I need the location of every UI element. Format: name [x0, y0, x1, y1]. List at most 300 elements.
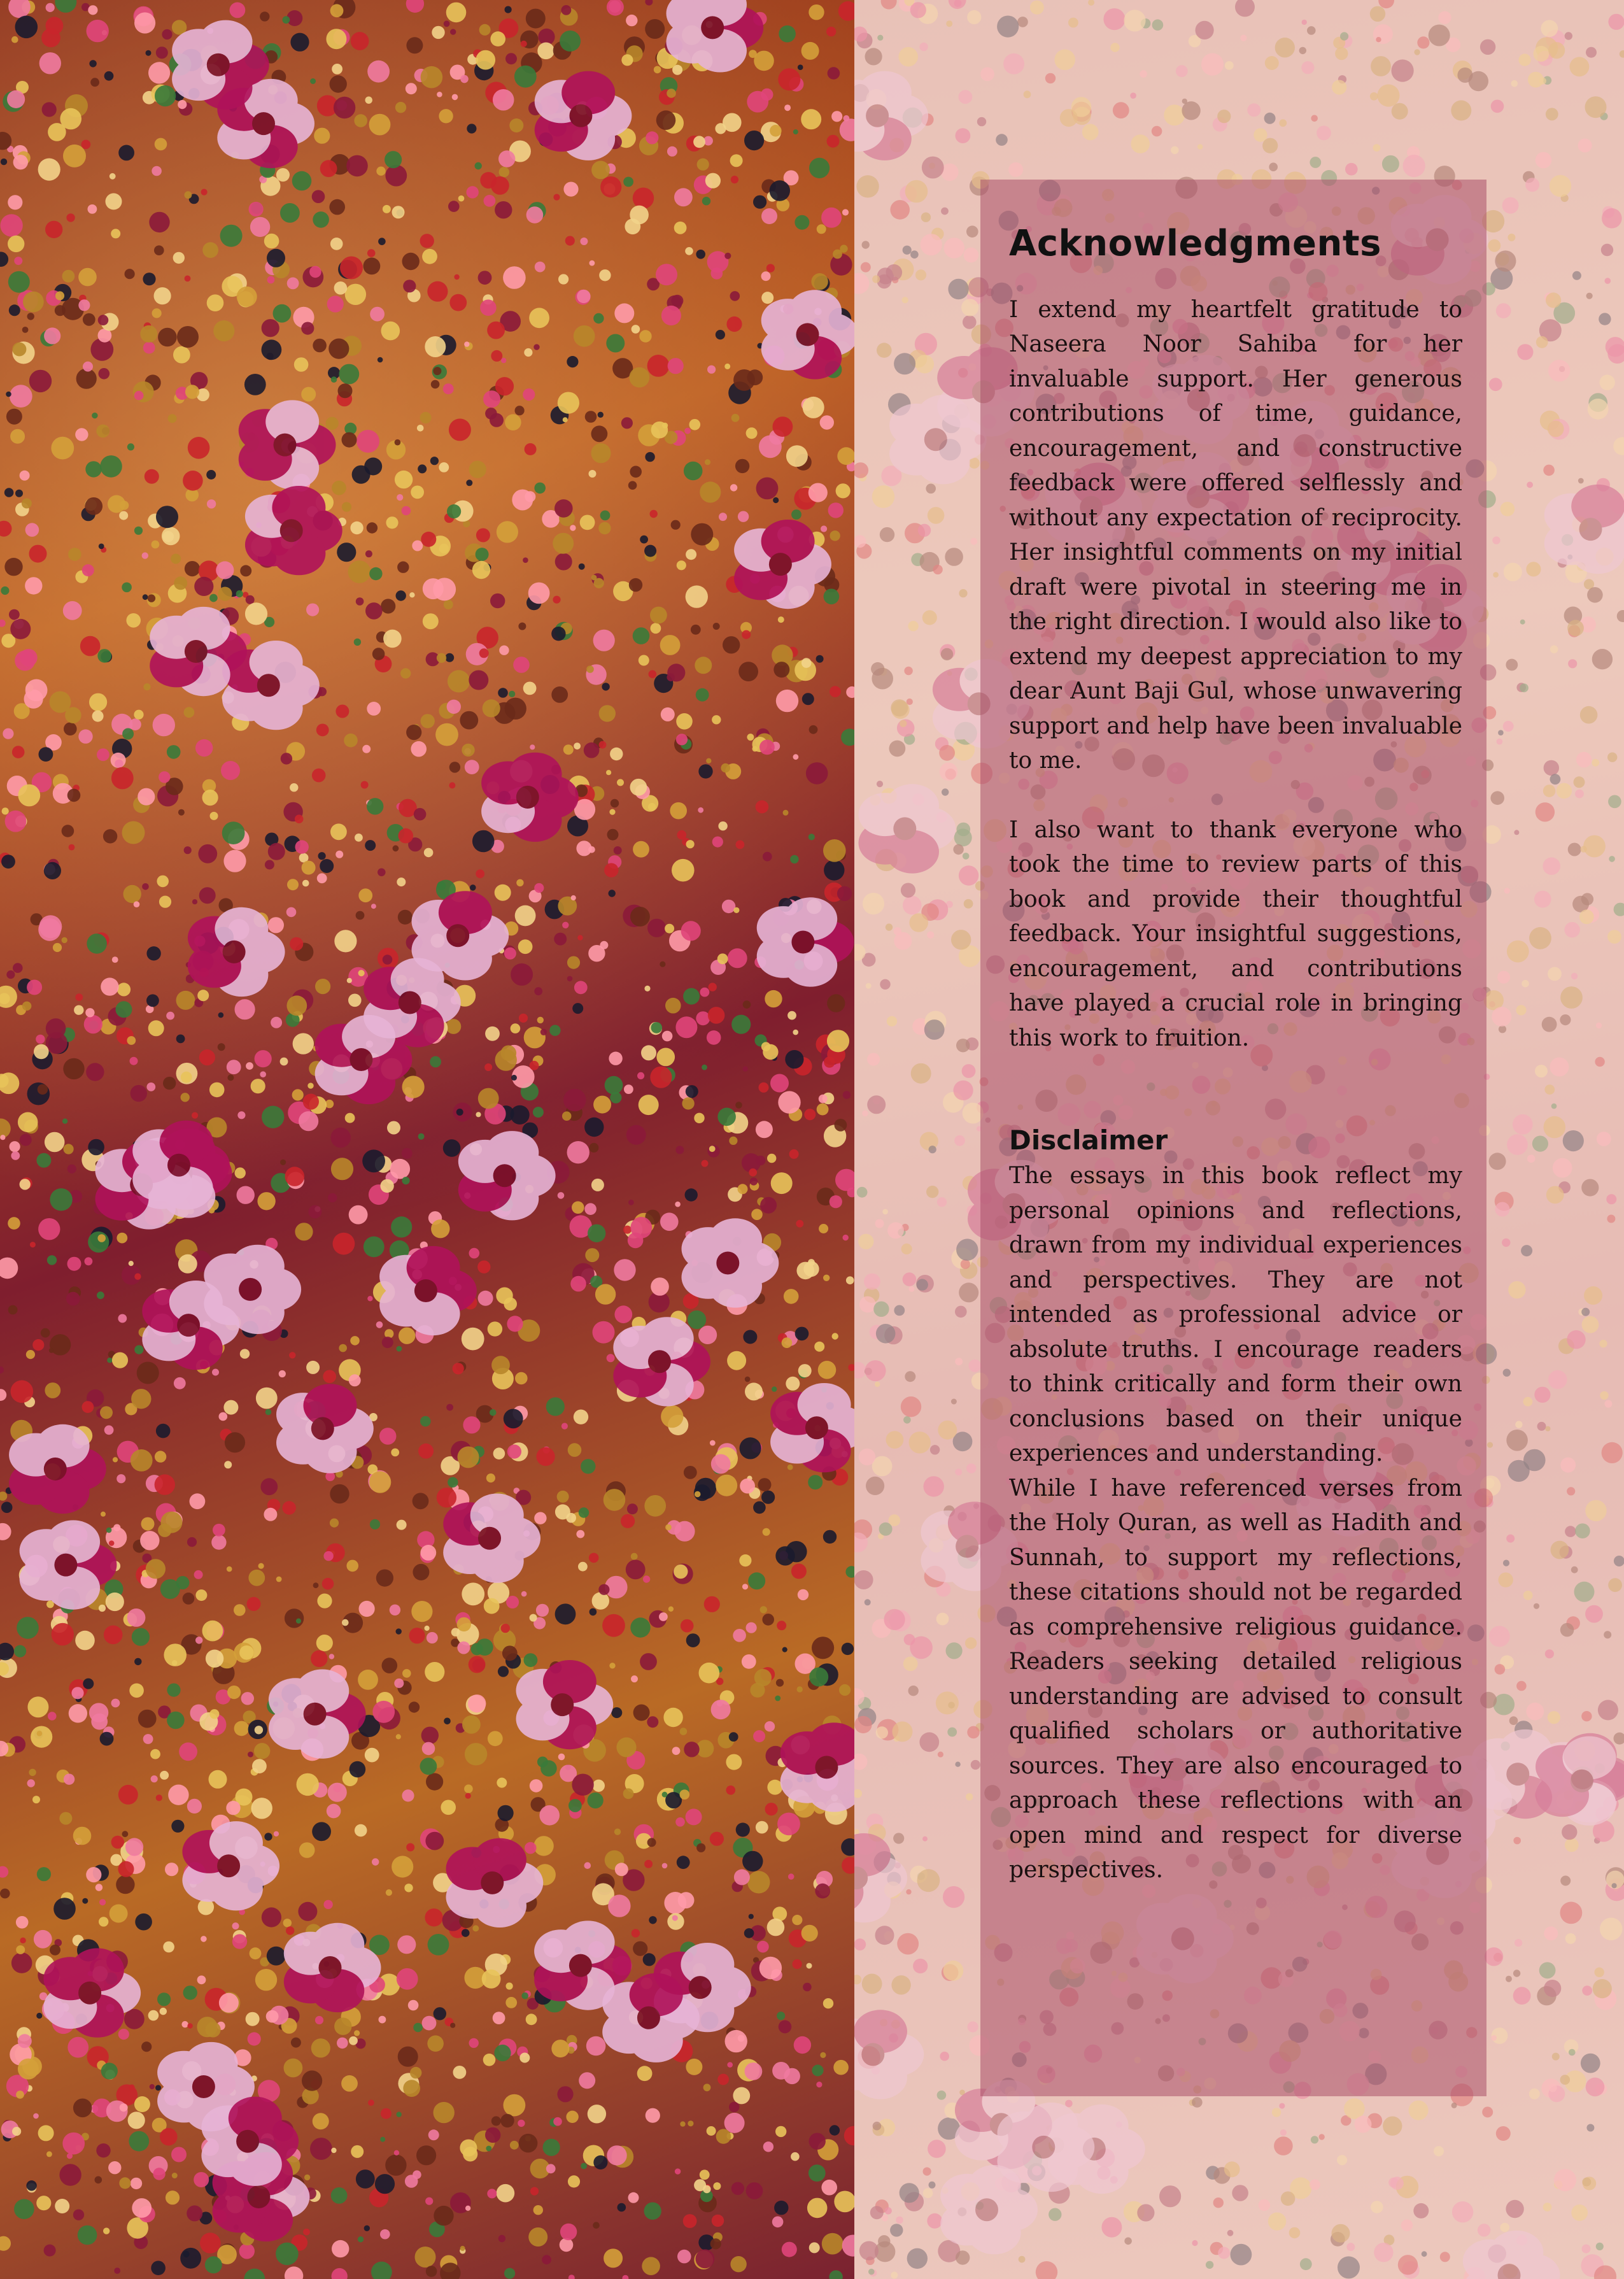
- bead: [525, 491, 535, 502]
- bead: [462, 1715, 481, 1734]
- bead: [258, 1563, 264, 1569]
- bead: [841, 728, 854, 746]
- bead: [828, 67, 840, 80]
- bead: [155, 138, 167, 151]
- bead: [626, 1125, 646, 1145]
- bead: [372, 648, 385, 660]
- bead: [329, 1654, 334, 1659]
- bead: [577, 290, 590, 303]
- bead: [814, 1342, 824, 1352]
- bead: [369, 567, 382, 580]
- bead: [590, 260, 595, 266]
- bead: [280, 1058, 288, 1066]
- bead: [494, 2045, 511, 2061]
- bead: [402, 1076, 425, 1098]
- bead: [823, 839, 846, 862]
- bead: [371, 904, 376, 909]
- bead: [668, 1607, 674, 1612]
- bead: [303, 2229, 310, 2236]
- bead: [356, 2169, 375, 2189]
- bead: [176, 991, 195, 1010]
- bead: [38, 918, 61, 941]
- bead: [126, 613, 141, 628]
- bead: [525, 443, 537, 455]
- bead: [406, 0, 424, 13]
- bead: [828, 502, 844, 518]
- bead: [131, 2178, 142, 2189]
- bead: [774, 2201, 788, 2215]
- bead: [12, 2127, 21, 2136]
- bead: [843, 1091, 851, 1099]
- bead: [749, 1168, 757, 1177]
- bead: [62, 1119, 67, 1124]
- bead: [515, 1372, 528, 1385]
- bead: [498, 1805, 514, 1821]
- bead: [736, 1822, 750, 1836]
- bead: [821, 2180, 837, 2196]
- bead: [45, 1132, 65, 1153]
- bead: [246, 1062, 253, 1070]
- bead: [420, 1416, 431, 1427]
- bead: [434, 2102, 455, 2123]
- bead: [22, 1002, 32, 1011]
- bead: [330, 1128, 351, 1148]
- bead: [67, 1165, 76, 1174]
- bead: [807, 2198, 828, 2219]
- bead: [707, 1030, 721, 1045]
- sequin-flower: [481, 753, 579, 842]
- bead: [530, 1614, 537, 1622]
- bead: [36, 1153, 51, 1168]
- bead: [192, 899, 197, 904]
- bead: [67, 2153, 73, 2159]
- bead: [101, 2062, 118, 2079]
- bead: [285, 1167, 305, 1186]
- bead: [593, 2222, 600, 2229]
- bead: [132, 2198, 152, 2218]
- bead: [724, 364, 730, 369]
- bead: [171, 554, 181, 564]
- bead: [784, 104, 791, 111]
- bead: [241, 1692, 254, 1705]
- bead: [364, 258, 381, 275]
- bead: [155, 85, 176, 106]
- bead: [0, 214, 22, 236]
- sequin-flower: [412, 891, 509, 980]
- bead: [260, 11, 269, 21]
- bead: [227, 1566, 232, 1572]
- bead: [95, 1884, 102, 1891]
- bead: [339, 364, 359, 385]
- bead: [734, 1870, 750, 1885]
- bead: [676, 734, 688, 745]
- bead: [733, 907, 739, 913]
- bead: [447, 504, 461, 518]
- bead: [574, 742, 581, 749]
- bead: [593, 1321, 615, 1344]
- bead: [338, 383, 353, 398]
- bead: [558, 1754, 565, 1761]
- bead: [650, 607, 667, 624]
- bead: [551, 627, 565, 641]
- bead: [162, 29, 172, 39]
- bead: [88, 1139, 104, 1156]
- bead: [340, 257, 363, 280]
- bead: [119, 511, 128, 520]
- bead: [354, 2030, 360, 2036]
- bead: [470, 884, 476, 891]
- bead: [420, 1545, 436, 1561]
- bead: [717, 1108, 736, 1126]
- bead: [8, 271, 30, 293]
- bead: [172, 2173, 178, 2178]
- bead: [803, 1983, 812, 1992]
- bead: [534, 987, 542, 995]
- bead: [0, 1258, 18, 1279]
- bead: [62, 2133, 85, 2155]
- bead: [465, 760, 479, 774]
- bead: [163, 1942, 174, 1953]
- bead: [745, 2062, 763, 2080]
- bead: [735, 459, 749, 473]
- bead: [460, 75, 469, 83]
- bead: [798, 64, 803, 70]
- bead: [122, 728, 134, 740]
- bead: [0, 1889, 10, 1899]
- bead: [120, 2103, 128, 2112]
- bead: [210, 812, 218, 820]
- bead: [381, 2108, 392, 2119]
- bead: [668, 358, 684, 374]
- bead: [331, 1158, 353, 1180]
- bead: [453, 1363, 464, 1374]
- bead: [148, 1020, 164, 1036]
- bead: [681, 921, 701, 941]
- bead: [104, 1425, 114, 1435]
- bead: [25, 523, 39, 537]
- bead: [195, 739, 213, 756]
- bead: [315, 2016, 323, 2024]
- bead: [733, 369, 755, 391]
- bead: [425, 2197, 433, 2205]
- bead: [207, 499, 216, 508]
- bead: [572, 1003, 583, 1014]
- bead: [47, 1255, 57, 1265]
- bead: [491, 176, 509, 195]
- bead: [392, 206, 405, 218]
- bead: [646, 2108, 660, 2123]
- bead: [192, 1112, 198, 1119]
- bead: [444, 600, 453, 609]
- bead: [730, 291, 740, 301]
- bead: [801, 42, 819, 60]
- bead: [836, 483, 851, 498]
- bead: [14, 1645, 26, 1658]
- bead: [671, 295, 683, 307]
- bead: [22, 499, 32, 509]
- bead: [839, 1684, 851, 1696]
- bead: [478, 1088, 499, 1109]
- bead: [0, 1491, 7, 1500]
- bead: [500, 2114, 514, 2127]
- bead: [570, 1276, 586, 1292]
- bead: [675, 1202, 681, 1207]
- bead: [581, 2163, 587, 2169]
- bead: [400, 668, 411, 678]
- bead: [98, 315, 109, 325]
- bead: [240, 565, 251, 576]
- bead: [469, 1248, 480, 1259]
- bead: [746, 2182, 763, 2199]
- bead: [221, 761, 240, 780]
- bead: [599, 705, 616, 721]
- bead: [368, 2099, 374, 2106]
- bead: [153, 714, 175, 736]
- bead: [134, 1274, 141, 1280]
- bead: [194, 577, 213, 596]
- bead: [567, 956, 580, 969]
- bead: [483, 2054, 496, 2066]
- bead: [67, 1257, 81, 1271]
- bead: [604, 1489, 626, 1511]
- bead: [150, 1749, 160, 1759]
- bead: [156, 506, 178, 528]
- bead: [553, 596, 560, 604]
- bead: [588, 945, 605, 962]
- bead: [593, 1096, 611, 1114]
- bead: [262, 339, 282, 360]
- bead: [779, 25, 796, 43]
- bead: [0, 1072, 19, 1094]
- bead: [185, 191, 192, 199]
- bead: [88, 1232, 109, 1253]
- bead: [354, 639, 361, 646]
- bead: [710, 1832, 724, 1846]
- bead: [44, 862, 61, 879]
- bead: [29, 370, 52, 392]
- bead: [709, 983, 717, 991]
- bead: [181, 1072, 192, 1083]
- bead: [73, 2099, 92, 2118]
- bead: [206, 1650, 223, 1668]
- bead: [201, 189, 208, 195]
- bead: [709, 1146, 716, 1152]
- bead: [801, 658, 812, 668]
- bead: [355, 834, 363, 842]
- bead: [420, 412, 432, 423]
- bead: [420, 234, 434, 248]
- bead: [176, 1035, 185, 1044]
- bead: [301, 387, 316, 402]
- bead: [100, 1406, 113, 1419]
- bead: [206, 2022, 221, 2037]
- bead: [341, 2075, 358, 2092]
- bead: [362, 1149, 385, 1172]
- bead: [712, 715, 721, 724]
- bead: [367, 1296, 372, 1301]
- bead: [640, 1653, 657, 1670]
- bead: [367, 798, 383, 814]
- bead: [842, 1643, 854, 1655]
- bead: [34, 1044, 49, 1060]
- bead: [686, 1633, 700, 1647]
- bead: [593, 630, 615, 651]
- bead: [815, 1884, 830, 1899]
- bead: [733, 1629, 746, 1642]
- disclaimer-heading: Disclaimer: [1009, 1125, 1168, 1156]
- bead: [209, 1709, 219, 1719]
- bead: [835, 1169, 854, 1191]
- bead: [101, 1512, 106, 1517]
- bead: [776, 1679, 784, 1687]
- bead: [95, 2176, 102, 2184]
- bead: [234, 1604, 246, 1616]
- bead: [700, 988, 710, 997]
- bead: [513, 657, 530, 673]
- bead: [630, 1617, 650, 1637]
- bead: [749, 50, 757, 58]
- bead: [661, 707, 675, 721]
- bead: [469, 671, 488, 690]
- bead: [306, 1361, 320, 1374]
- bead: [846, 686, 854, 698]
- bead: [535, 262, 546, 273]
- bead: [234, 1721, 250, 1736]
- bead: [75, 993, 83, 1001]
- bead: [183, 471, 203, 491]
- bead: [0, 1523, 11, 1540]
- bead: [320, 859, 334, 873]
- text-content: [1009, 224, 1462, 1888]
- bead: [271, 1017, 282, 1028]
- bead: [244, 2269, 265, 2279]
- bead: [302, 2071, 322, 2091]
- bead: [593, 313, 604, 323]
- bead: [331, 376, 337, 383]
- bead: [777, 1621, 786, 1630]
- bead: [718, 821, 727, 830]
- bead: [648, 803, 656, 811]
- bead: [27, 1779, 35, 1787]
- bead: [526, 9, 546, 29]
- bead: [680, 1728, 688, 1735]
- bead: [166, 1012, 174, 1020]
- bead: [66, 213, 74, 222]
- bead: [789, 1149, 799, 1159]
- bead: [471, 1643, 483, 1655]
- bead: [844, 2126, 854, 2146]
- bead: [588, 1793, 604, 1808]
- bead: [412, 541, 423, 551]
- bead: [15, 16, 38, 39]
- bead: [536, 1604, 549, 1617]
- bead: [279, 1370, 286, 1377]
- bead: [686, 1085, 698, 1098]
- bead: [51, 437, 74, 460]
- bead: [633, 841, 649, 858]
- bead: [702, 1160, 709, 1167]
- bead: [504, 1409, 523, 1429]
- bead: [785, 1050, 803, 1069]
- bead: [738, 1184, 748, 1194]
- bead: [685, 1188, 698, 1201]
- bead: [744, 1928, 754, 1938]
- bead: [662, 1031, 673, 1042]
- bead: [62, 270, 75, 283]
- bead: [763, 852, 772, 862]
- bead: [398, 2047, 418, 2067]
- bead: [533, 344, 539, 350]
- bead: [240, 1349, 250, 1358]
- bead: [820, 415, 834, 429]
- bead: [148, 594, 155, 602]
- bead: [702, 1065, 707, 1070]
- bead: [435, 723, 458, 746]
- bead: [37, 1731, 43, 1736]
- bead: [10, 1141, 20, 1152]
- bead: [69, 844, 75, 851]
- bead: [746, 427, 758, 439]
- bead: [558, 1192, 565, 1199]
- bead: [765, 1803, 778, 1815]
- bead: [598, 522, 611, 534]
- bead: [286, 995, 307, 1016]
- bead: [469, 2038, 479, 2048]
- bead: [85, 461, 101, 477]
- bead: [68, 548, 81, 561]
- bead: [579, 2072, 595, 2089]
- bead: [118, 145, 134, 161]
- bead: [599, 269, 611, 281]
- bead: [155, 2085, 161, 2091]
- bead: [656, 110, 676, 130]
- sequin-flower: [443, 1494, 540, 1583]
- bead: [408, 2000, 419, 2011]
- bead: [410, 2067, 421, 2078]
- bead: [574, 1410, 588, 1424]
- bead: [421, 714, 435, 728]
- bead: [670, 802, 687, 820]
- bead: [584, 1203, 597, 1215]
- bead: [394, 2150, 399, 2155]
- bead: [202, 242, 218, 258]
- bead: [759, 740, 775, 755]
- bead: [511, 1023, 521, 1033]
- bead: [465, 2206, 470, 2211]
- bead: [97, 649, 111, 663]
- bead: [383, 205, 391, 213]
- bead: [27, 980, 42, 995]
- bead: [108, 495, 125, 513]
- bead: [823, 1275, 830, 1281]
- bead: [824, 589, 840, 605]
- bead: [369, 1471, 391, 1493]
- bead: [106, 193, 122, 209]
- bead: [750, 1177, 758, 1185]
- bead: [295, 814, 304, 823]
- bead: [589, 1143, 598, 1153]
- bead: [684, 1466, 697, 1479]
- bead: [644, 2203, 661, 2220]
- bead: [83, 362, 93, 372]
- bead: [848, 1364, 854, 1371]
- bead: [591, 161, 610, 180]
- bead: [299, 1111, 318, 1131]
- bead: [797, 1686, 803, 1692]
- bead: [683, 988, 700, 1005]
- bead: [100, 455, 122, 478]
- bead: [411, 1601, 432, 1622]
